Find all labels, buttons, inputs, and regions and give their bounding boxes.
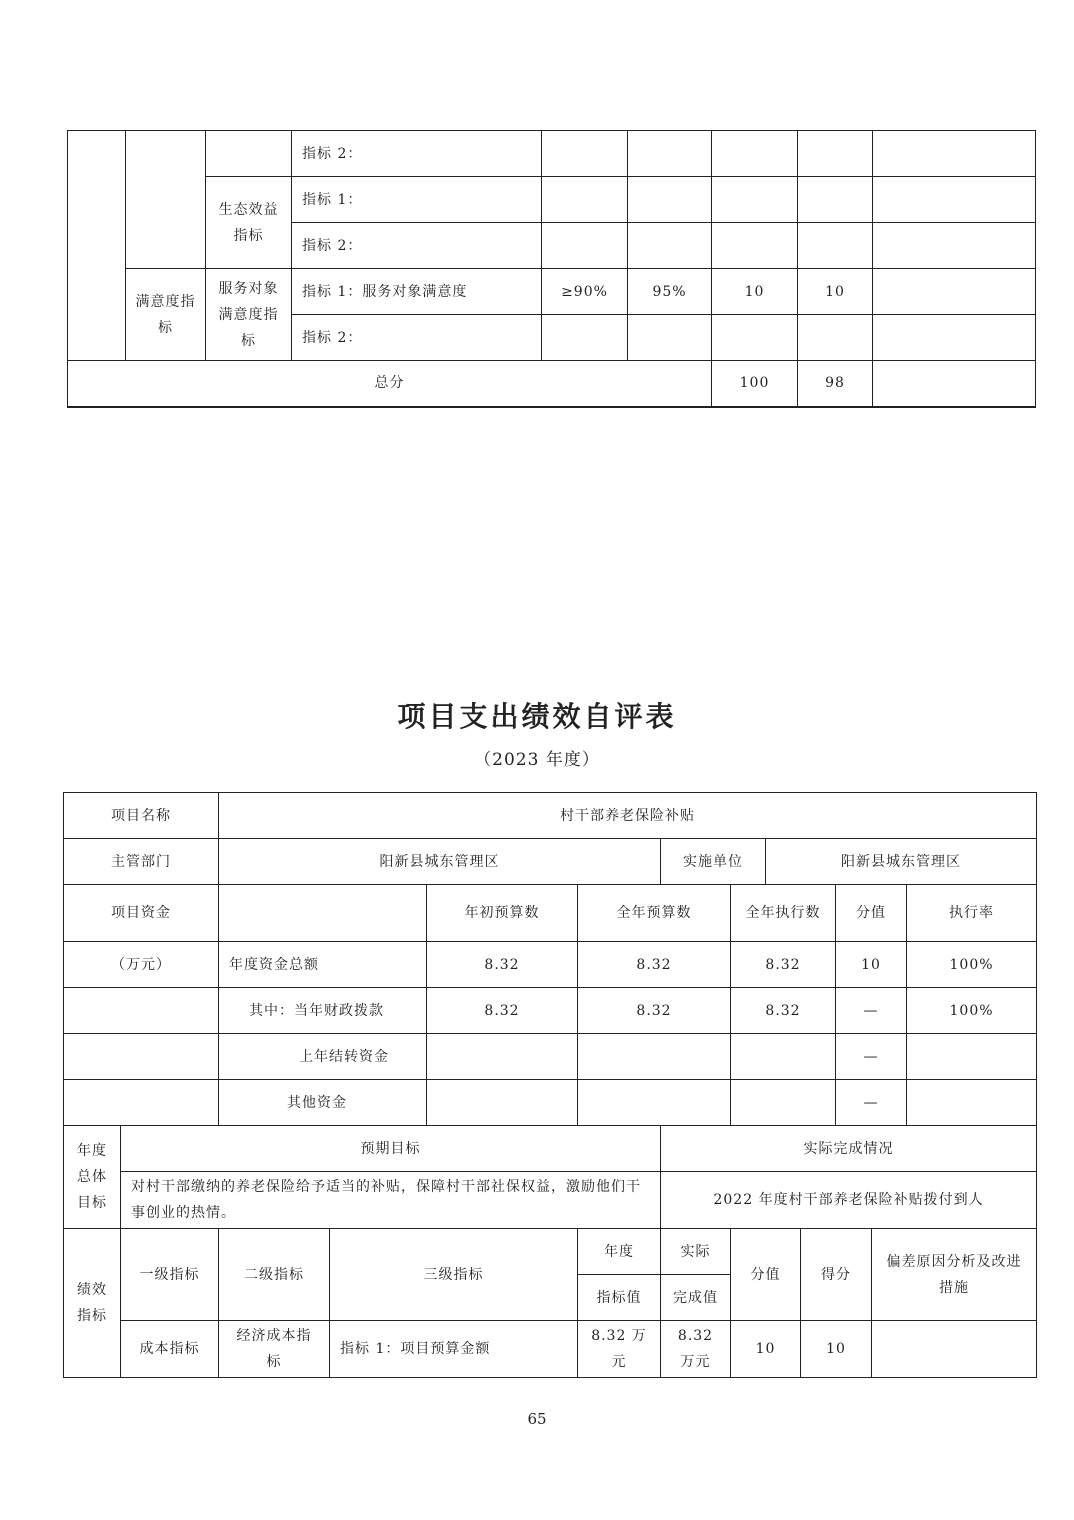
self-evaluation-table bbox=[63, 792, 1037, 1378]
indicator-cell: 指标 2： bbox=[292, 315, 542, 361]
table-row: 其他资金 — bbox=[64, 1080, 1037, 1126]
top-indicator-table bbox=[67, 130, 1036, 408]
table-row bbox=[64, 1126, 1037, 1172]
impl-label: 实施单位 bbox=[661, 839, 766, 885]
expected-goal: 对村干部缴纳的养老保险给予适当的补贴，保障村干部社保权益，激励他们干事创业的热情。 bbox=[121, 1172, 661, 1229]
table-row bbox=[64, 885, 1037, 942]
form-title: 项目支出绩效自评表 bbox=[397, 700, 677, 733]
table-row bbox=[68, 177, 1036, 223]
total-score: 98 bbox=[798, 361, 873, 407]
table-row: 上年结转资金 — bbox=[64, 1034, 1037, 1080]
table-row: 指标值 完成值 bbox=[64, 1275, 1037, 1321]
table-row: 成本指标 经济成本指标 指标 1：项目预算金额 8.32 万元 8.32 万元 10 10 bbox=[64, 1321, 1037, 1378]
sub-indicator-cell: 服务对象满意度指标 bbox=[206, 269, 292, 361]
col-rate: 执行率 bbox=[907, 885, 1037, 942]
indicator-cell: 指标 2： bbox=[292, 223, 542, 269]
page-number: 65 bbox=[527, 1410, 547, 1428]
level1-cell: 满意度指标 bbox=[126, 269, 206, 361]
table-row bbox=[64, 839, 1037, 885]
target-cell: ≥90% bbox=[542, 269, 628, 315]
dept-value: 阳新县城东管理区 bbox=[219, 839, 661, 885]
col-score-value: 分值 bbox=[836, 885, 907, 942]
actual-cell: 95% bbox=[628, 269, 712, 315]
actual-label: 实际完成情况 bbox=[661, 1126, 1037, 1172]
table-row bbox=[68, 269, 1036, 315]
score-cell: 10 bbox=[798, 269, 873, 315]
col-initial: 年初预算数 bbox=[427, 885, 578, 942]
table-row: 其中：当年财政拨款 8.32 8.32 8.32 — 100% bbox=[64, 988, 1037, 1034]
col-exec: 全年执行数 bbox=[731, 885, 836, 942]
indicator-cell: 指标 2： bbox=[292, 131, 542, 177]
col-full: 全年预算数 bbox=[578, 885, 731, 942]
total-row bbox=[68, 361, 1036, 407]
table-row bbox=[64, 793, 1037, 839]
dept-label: 主管部门 bbox=[64, 839, 219, 885]
project-name-label: 项目名称 bbox=[64, 793, 219, 839]
indicator-cell: 指标 1：服务对象满意度 bbox=[292, 269, 542, 315]
score-value-cell: 10 bbox=[712, 269, 798, 315]
total-score-value: 100 bbox=[712, 361, 798, 407]
goal-label: 年度总体目标 bbox=[64, 1126, 121, 1229]
impl-value: 阳新县城东管理区 bbox=[766, 839, 1037, 885]
perf-label: 绩效指标 bbox=[64, 1229, 121, 1378]
expected-label: 预期目标 bbox=[121, 1126, 661, 1172]
indicator-cell: 指标 1： bbox=[292, 177, 542, 223]
project-name: 村干部养老保险补贴 bbox=[219, 793, 1037, 839]
actual-result: 2022 年度村干部养老保险补贴拨付到人 bbox=[661, 1172, 1037, 1229]
table-row bbox=[68, 131, 1036, 177]
sub-indicator-cell: 生态效益指标 bbox=[206, 177, 292, 269]
table-row bbox=[64, 1172, 1037, 1229]
funds-unit: （万元） bbox=[64, 942, 219, 988]
total-label: 总分 bbox=[68, 361, 712, 407]
table-row: 绩效指标 一级指标 二级指标 三级指标 年度 实际 分值 得分 偏差原因分析及改进措施 bbox=[64, 1229, 1037, 1275]
table-row: （万元） 年度资金总额 8.32 8.32 8.32 10 100% bbox=[64, 942, 1037, 988]
funds-label: 项目资金 bbox=[64, 885, 219, 942]
form-subtitle: （2023 年度） bbox=[474, 750, 600, 770]
